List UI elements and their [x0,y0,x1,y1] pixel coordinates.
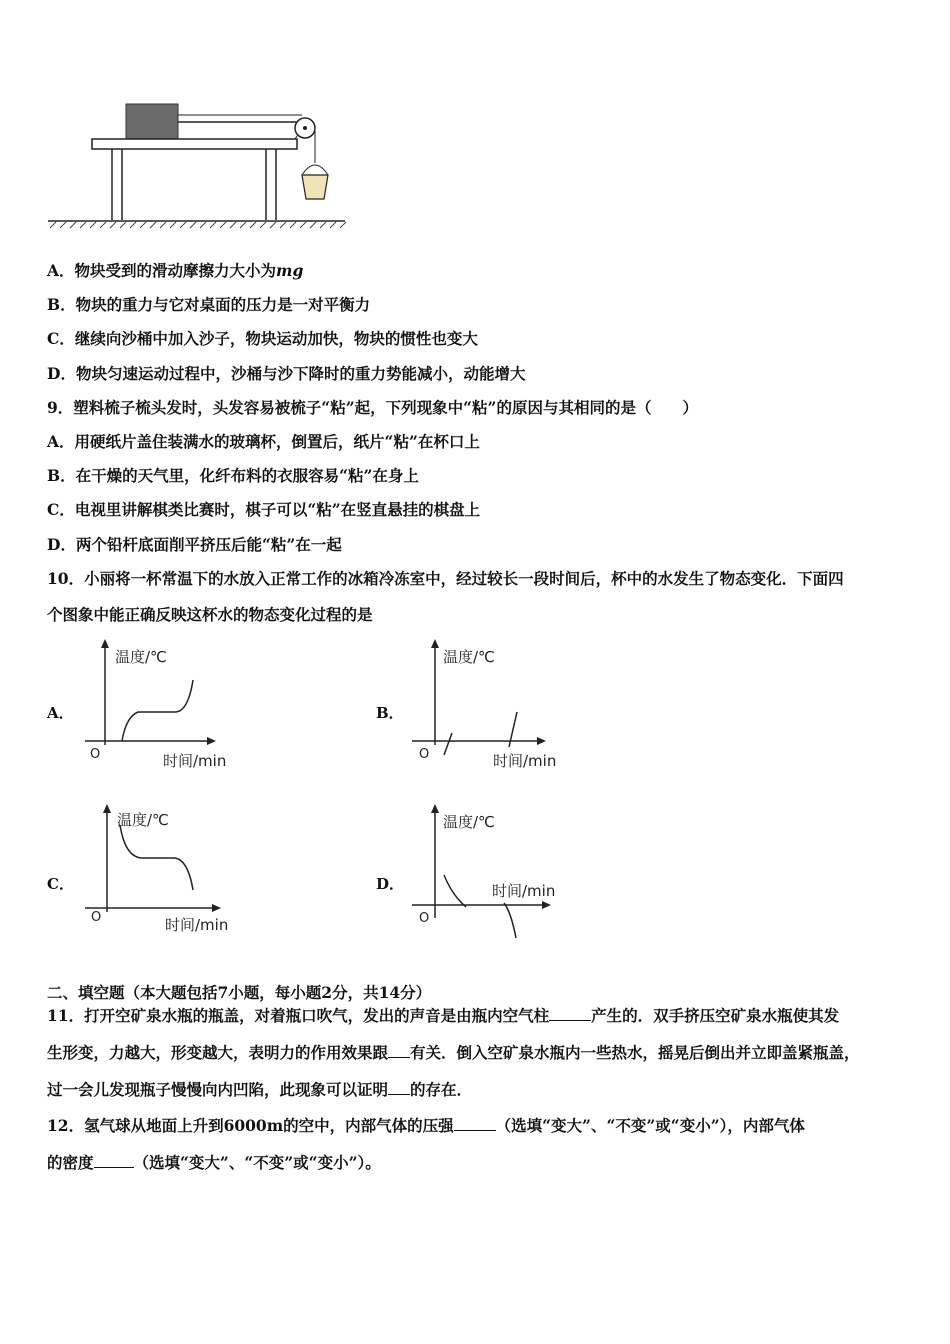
graph-a-origin: O [90,747,101,762]
q9-option-d: D．两个铅杆底面削平挤压后能“粘”在一起 [47,535,342,554]
graph-d-curve-left [444,875,466,907]
graph-b-x-label: 时间/min [493,752,557,770]
graph-d [410,800,600,940]
q12-blank-2 [94,1153,134,1168]
graph-c-y-label: 温度/℃ [117,811,169,829]
q8-option-d: D．物块匀速运动过程中，沙桶与沙下降时的重力势能减小，动能增大 [47,364,526,383]
section2-heading: 二、填空题（本大题包括7小题，每小题2分，共14分） [47,983,432,1002]
q11-blank-2 [388,1043,410,1058]
graph-c-curve [120,825,193,890]
q11-blank-3 [388,1080,410,1095]
q8-option-a: A．物块受到的滑动摩擦力大小为mg [47,261,304,280]
graph-d-curve-right [504,903,516,938]
graph-a-x-label: 时间/min [163,752,227,770]
q9-stem: 9．塑料梳子梳头发时，头发容易被梳子“粘”起，下列现象中“粘”的原因与其相同的是（ ） [47,398,698,417]
graph-d-label: D． [376,875,405,893]
graph-a-curve [122,680,193,741]
graph-b-curve-left [444,733,452,755]
q11-line2: 生形变，力越大，形变越大，表明力的作用效果跟 有关．倒入空矿泉水瓶内一些热水，摇晃后倒出并立即盖紧瓶盖， [47,1043,860,1062]
graph-d-y-label: 温度/℃ [443,813,495,831]
graph-c [80,800,270,940]
q10-stem-line1: 10．小丽将一杯常温下的水放入正常工作的冰箱冷冻室中，经过较长一段时间后，杯中的水发生了物态变化．下面四 [47,569,844,588]
graph-a-y-label: 温度/℃ [115,648,167,666]
q12-blank-1 [454,1116,496,1131]
graph-b-y-label: 温度/℃ [443,648,495,666]
graph-c-origin: O [91,910,102,925]
q11-line3: 过一会儿发现瓶子慢慢向内凹陷，此现象可以证明 的存在． [47,1080,473,1099]
q8-option-b: B．物块的重力与它对桌面的压力是一对平衡力 [47,295,371,314]
graph-b-origin: O [419,747,430,762]
graph-c-label: C． [47,875,74,893]
q11-line1: 11．打开空矿泉水瓶的瓶盖，对着瓶口吹气，发出的声音是由瓶内空气柱 产生的．双手挤压空矿泉水瓶使其发 [47,1006,840,1025]
q11-blank-1 [549,1006,591,1021]
graph-b-label: B． [376,704,404,722]
graph-a [80,635,270,775]
graph-c-x-label: 时间/min [165,916,229,934]
graph-b [410,635,600,775]
graph-d-x-label: 时间/min [492,882,556,900]
q12-line2: 的密度 （选填“变大”、“不变”或“变小”）。 [47,1153,381,1172]
q9-option-c: C．电视里讲解棋类比赛时，棋子可以“粘”在竖直悬挂的棋盘上 [47,500,481,519]
q12-line1: 12．氢气球从地面上升到6000m的空中，内部气体的压强 （选填“变大”、“不变”或“变小”），内部气体 [47,1116,805,1135]
q9-option-a: A．用硬纸片盖住装满水的玻璃杯，倒置后，纸片“粘”在杯口上 [47,432,480,451]
apparatus-diagram [40,95,360,235]
q8-option-c: C．继续向沙桶中加入沙子，物块运动加快，物块的惯性也变大 [47,329,478,348]
graph-a-label: A． [47,704,74,722]
q10-stem-line2: 个图象中能正确反映这杯水的物态变化过程的是 [47,605,373,624]
graph-d-origin: O [419,911,430,926]
q9-option-b: B．在干燥的天气里，化纤布料的衣服容易“粘”在身上 [47,466,419,485]
